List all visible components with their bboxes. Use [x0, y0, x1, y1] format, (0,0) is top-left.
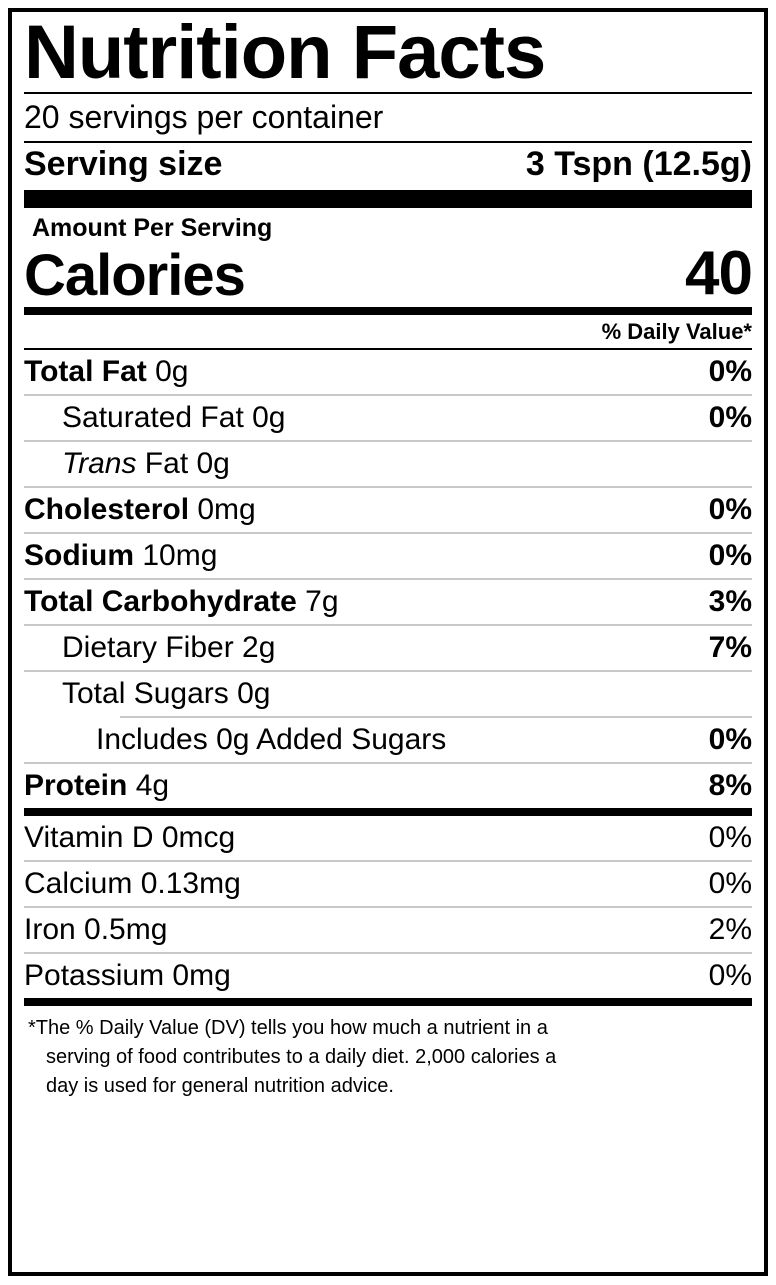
calories-row [24, 239, 752, 309]
daily-value-header: % Daily Value* [601, 319, 752, 345]
footnote-line-1: *The % Daily Value (DV) tells you how much a nutrient in a [28, 1017, 548, 1040]
vitamin-name: Potassium 0mg [24, 959, 231, 993]
vitamin-percent: 2% [708, 913, 752, 947]
nutrient-row-saturated-fat [24, 396, 752, 440]
nutrient-percent: 0% [708, 355, 752, 389]
serving-size-row [24, 143, 752, 190]
vitamin-percent: 0% [708, 959, 752, 993]
vitamin-name: Iron 0.5mg [24, 913, 168, 947]
nutrient-row-protein [24, 764, 752, 808]
divider-thick-top [24, 190, 752, 208]
nutrient-name-bold: Protein [24, 769, 128, 803]
nutrient-percent: 0% [708, 539, 752, 573]
nutrient-row-added-sugars [24, 718, 752, 762]
amount-per-serving-label: Amount Per Serving [32, 214, 273, 243]
nutrition-facts-label [8, 8, 768, 1276]
vitamin-row-iron [24, 908, 752, 952]
nutrient-name-bold: Sodium [24, 539, 134, 573]
footnote [24, 1006, 752, 1101]
vitamin-row-calcium [24, 862, 752, 906]
nutrient-name-rest: 10mg [134, 539, 218, 573]
nutrient-name [24, 493, 256, 527]
nutrient-name-italic: Trans [62, 447, 137, 481]
nutrient-name-rest: 0g [146, 355, 189, 389]
footnote-line-2: serving of food contributes to a daily diet. 2,000 calories a [46, 1046, 557, 1069]
nutrient-row-dietary-fiber [24, 626, 752, 670]
nutrient-row-cholesterol [24, 488, 752, 532]
nutrient-percent: 0% [708, 401, 752, 435]
nutrient-name-bold: Cholesterol [24, 493, 190, 527]
calories-value: 40 [685, 239, 752, 309]
nutrient-name-rest: 7g [296, 585, 339, 619]
nutrient-percent: 7% [708, 631, 752, 665]
servings-per-container: 20 servings per container [24, 99, 384, 136]
nutrient-name-bold: Total Fat [24, 355, 147, 389]
nutrient-name: Saturated Fat 0g [62, 401, 286, 435]
nutrient-name-rest: Fat 0g [136, 447, 230, 481]
nutrient-row-total-sugars [24, 672, 752, 716]
nutrient-name [24, 585, 339, 619]
vitamin-name: Calcium 0.13mg [24, 867, 241, 901]
divider-after-protein [24, 808, 752, 816]
nutrient-percent: 0% [708, 493, 752, 527]
nutrient-name: Dietary Fiber 2g [62, 631, 276, 665]
calories-label: Calories [24, 243, 245, 309]
divider-before-footnote [24, 998, 752, 1006]
vitamin-row-potassium [24, 954, 752, 998]
nutrient-name [24, 769, 169, 803]
serving-size-label: Serving size [24, 145, 223, 184]
nutrient-name: Includes 0g Added Sugars [96, 723, 447, 757]
nutrient-name [24, 355, 189, 389]
nutrient-name-rest: 4g [127, 769, 170, 803]
nutrient-name-rest: 0mg [189, 493, 256, 527]
footnote-line-3: day is used for general nutrition advice. [46, 1075, 394, 1098]
nutrient-percent: 8% [708, 769, 752, 803]
nutrient-row-sodium [24, 534, 752, 578]
vitamin-percent: 0% [708, 867, 752, 901]
nutrient-row-trans-fat [24, 442, 752, 486]
nutrient-name [62, 447, 230, 481]
divider-after-calories [24, 307, 752, 315]
nutrient-row-total-carbohydrate [24, 580, 752, 624]
nutrient-name-bold: Total Carbohydrate [24, 585, 297, 619]
vitamin-row-vitamin-d [24, 816, 752, 860]
nutrient-name: Total Sugars 0g [62, 677, 271, 711]
nutrient-name [24, 539, 217, 573]
page-title: Nutrition Facts [24, 10, 546, 95]
vitamin-name: Vitamin D 0mcg [24, 821, 236, 855]
nutrient-row-total-fat [24, 350, 752, 394]
vitamin-percent: 0% [708, 821, 752, 855]
nutrient-percent: 3% [708, 585, 752, 619]
nutrient-percent: 0% [708, 723, 752, 757]
serving-size-value: 3 Tspn (12.5g) [525, 145, 752, 184]
